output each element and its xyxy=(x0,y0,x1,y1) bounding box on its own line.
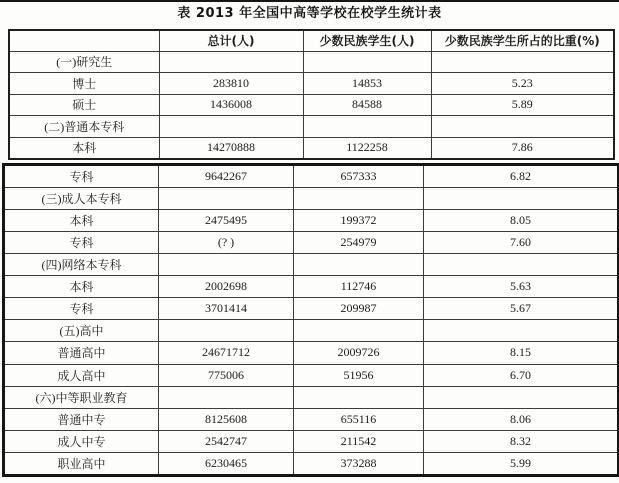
total-value-cell xyxy=(159,188,294,210)
minority-value-cell: 84588 xyxy=(303,94,431,116)
minority-value-cell xyxy=(294,254,424,276)
minority-value-cell xyxy=(303,51,431,73)
minority-value-cell: 2009726 xyxy=(294,342,424,364)
total-value-cell: 3701414 xyxy=(159,298,294,320)
minority-value-cell: 254979 xyxy=(294,232,424,254)
minority-value-cell: 199372 xyxy=(294,210,424,232)
header-category-cell xyxy=(9,30,159,51)
percent-value-cell: 8.15 xyxy=(424,342,619,364)
statistics-table-lower xyxy=(2,163,619,477)
table-title: 表 2013 年全国中高等学校在校学生统计表 xyxy=(177,6,442,21)
total-value-cell: 9642267 xyxy=(159,165,294,188)
percent-value-cell: 5.67 xyxy=(424,298,619,320)
row-label-cell: 专科 xyxy=(4,232,159,254)
table-row xyxy=(4,254,619,276)
table-row xyxy=(4,430,619,452)
percent-value-cell: 8.06 xyxy=(424,408,619,430)
total-value-cell xyxy=(159,116,303,138)
row-label-cell: (一)研究生 xyxy=(9,51,159,73)
total-value-cell: 24671712 xyxy=(159,342,294,364)
percent-value-cell: 5.89 xyxy=(431,94,614,116)
table-row xyxy=(4,386,619,408)
minority-value-cell xyxy=(294,188,424,210)
row-label-cell: (四)网络本专科 xyxy=(4,254,159,276)
total-value-cell: 6230465 xyxy=(159,452,294,475)
total-value-cell: 2475495 xyxy=(159,210,294,232)
percent-value-cell: 6.82 xyxy=(424,165,619,188)
percent-value-cell: 8.05 xyxy=(424,210,619,232)
table-row xyxy=(9,137,614,159)
table-row xyxy=(4,210,619,232)
row-label-cell: (二)普通本专科 xyxy=(9,116,159,138)
row-label-cell: (三)成人本专科 xyxy=(4,188,159,210)
row-label-cell: 本科 xyxy=(4,276,159,298)
minority-value-cell: 373288 xyxy=(294,452,424,475)
total-value-cell: 2002698 xyxy=(159,276,294,298)
percent-value-cell: 7.86 xyxy=(431,137,614,159)
minority-value-cell: 112746 xyxy=(294,276,424,298)
percent-value-cell: 5.99 xyxy=(424,452,619,475)
row-label-cell: 本科 xyxy=(9,137,159,159)
minority-value-cell: 209987 xyxy=(294,298,424,320)
table-row xyxy=(4,320,619,342)
percent-value-cell xyxy=(424,320,619,342)
table-row xyxy=(4,232,619,254)
header-percent-cell: 少数民族学生所占的比重(%) xyxy=(431,30,614,51)
percent-value-cell: 6.70 xyxy=(424,364,619,386)
table-row xyxy=(4,165,619,188)
header-row xyxy=(9,30,614,51)
percent-value-cell: 8.32 xyxy=(424,430,619,452)
table-row xyxy=(4,364,619,386)
table-row xyxy=(4,188,619,210)
total-value-cell: 775006 xyxy=(159,364,294,386)
total-value-cell xyxy=(159,320,294,342)
minority-value-cell: 211542 xyxy=(294,430,424,452)
total-value-cell xyxy=(159,386,294,408)
row-label-cell: 博士 xyxy=(9,73,159,95)
header-total-cell: 总计(人) xyxy=(159,30,303,51)
minority-value-cell xyxy=(294,320,424,342)
total-value-cell: 8125608 xyxy=(159,408,294,430)
percent-value-cell: 5.63 xyxy=(424,276,619,298)
row-label-cell: 职业高中 xyxy=(4,452,159,475)
row-label-cell: 专科 xyxy=(4,165,159,188)
table-row xyxy=(4,298,619,320)
total-value-cell: 2542747 xyxy=(159,430,294,452)
minority-value-cell: 655116 xyxy=(294,408,424,430)
total-value-cell: (? ) xyxy=(159,232,294,254)
percent-value-cell: 5.23 xyxy=(431,73,614,95)
header-minority-cell: 少数民族学生(人) xyxy=(303,30,431,51)
row-label-cell: 专科 xyxy=(4,298,159,320)
percent-value-cell xyxy=(424,386,619,408)
total-value-cell xyxy=(159,254,294,276)
table-row xyxy=(4,408,619,430)
row-label-cell: 普通中专 xyxy=(4,408,159,430)
total-value-cell: 283810 xyxy=(159,73,303,95)
percent-value-cell xyxy=(431,116,614,138)
percent-value-cell: 7.60 xyxy=(424,232,619,254)
table-row xyxy=(9,116,614,138)
percent-value-cell xyxy=(431,51,614,73)
total-value-cell: 1436008 xyxy=(159,94,303,116)
minority-value-cell xyxy=(294,386,424,408)
row-label-cell: (五)高中 xyxy=(4,320,159,342)
total-value-cell: 14270888 xyxy=(159,137,303,159)
row-label-cell: 普通高中 xyxy=(4,342,159,364)
minority-value-cell: 1122258 xyxy=(303,137,431,159)
table-row xyxy=(4,452,619,475)
table-row xyxy=(9,94,614,116)
row-label-cell: 本科 xyxy=(4,210,159,232)
row-label-cell: (六)中等职业教育 xyxy=(4,386,159,408)
statistics-table-upper xyxy=(8,29,615,160)
row-label-cell: 成人高中 xyxy=(4,364,159,386)
table-row xyxy=(9,73,614,95)
minority-value-cell: 657333 xyxy=(294,165,424,188)
table-row xyxy=(4,276,619,298)
percent-value-cell xyxy=(424,188,619,210)
percent-value-cell xyxy=(424,254,619,276)
minority-value-cell xyxy=(303,116,431,138)
total-value-cell xyxy=(159,51,303,73)
row-label-cell: 硕士 xyxy=(9,94,159,116)
table-row xyxy=(4,342,619,364)
minority-value-cell: 14853 xyxy=(303,73,431,95)
minority-value-cell: 51956 xyxy=(294,364,424,386)
row-label-cell: 成人中专 xyxy=(4,430,159,452)
table-row xyxy=(9,51,614,73)
